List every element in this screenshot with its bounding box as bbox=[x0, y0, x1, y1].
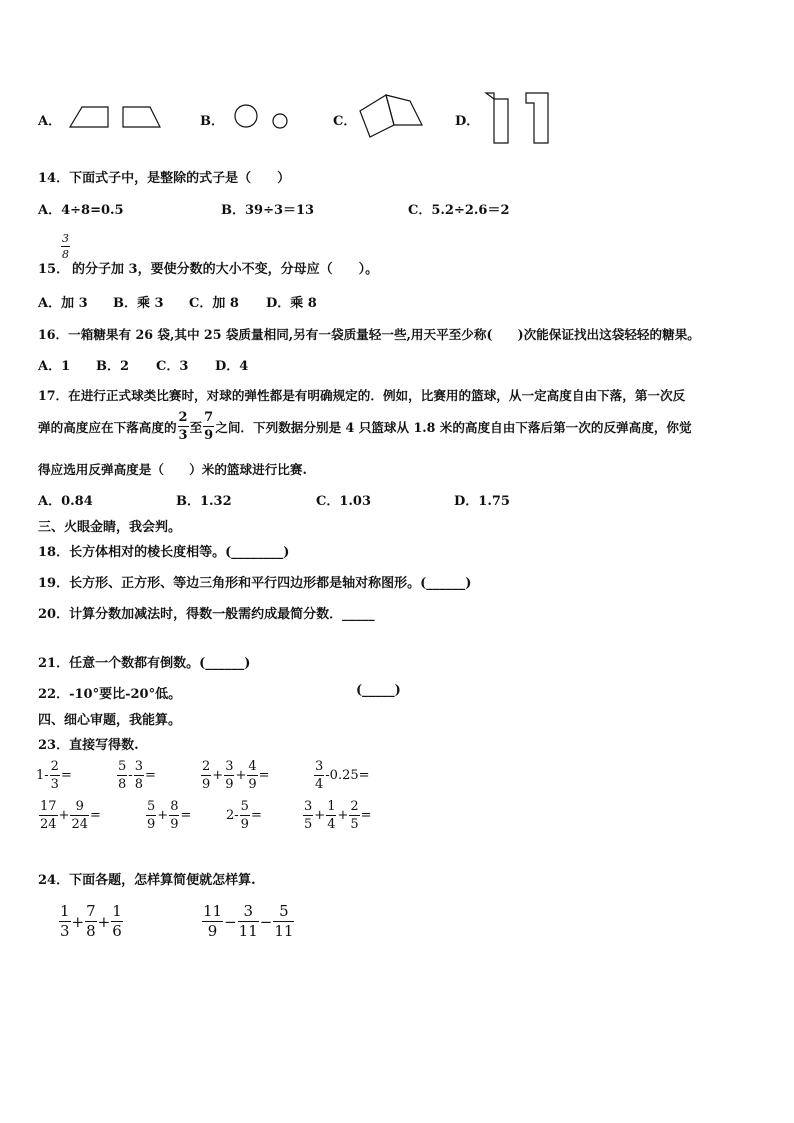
q23-expr-5: $\frac{17}{24}$ + $\frac{9}{24}$ = bbox=[40, 799, 101, 832]
q14-option-b: B．39÷3＝13 bbox=[221, 203, 315, 218]
q15-fraction: $\frac{3}{8}$ bbox=[62, 232, 69, 261]
q16-option-a: A．1 bbox=[38, 359, 71, 374]
q14-stem: 14．下面式子中，是整除的式子是（ ） bbox=[38, 171, 291, 186]
fraction-7-9: $\frac{7}{9}$ bbox=[204, 410, 214, 443]
option-a-label: A． bbox=[38, 114, 62, 129]
q23-expr-1: 1- $\frac{2}{3}$ = bbox=[36, 759, 72, 792]
q15-stem: 的分子加 3，要使分数的大小不变，分母应（ ）。 bbox=[72, 262, 379, 277]
q17-option-b: B．1.32 bbox=[176, 494, 232, 509]
option-c-label: C． bbox=[333, 114, 357, 129]
q23-expr-8: $\frac{3}{5}$ + $\frac{1}{4}$ + $\frac{2}{5}$ = bbox=[304, 799, 372, 832]
q16-stem: 16．一箱糖果有 26 袋,其中 25 袋质量相同,另有一袋质量轻一些,用天平至少称( )次能保证找出这袋轻轻的糖果。 bbox=[38, 327, 700, 342]
q24-title: 24．下面各题，怎样算简便就怎样算. bbox=[38, 873, 256, 888]
q24-expr-a: $\frac{1}{3}$ + $\frac{7}{8}$ + $\frac{1}{6}$ bbox=[60, 902, 122, 940]
q15-option-c: C．加 8 bbox=[189, 296, 239, 311]
q14-option-a: A．4÷8=0.5 bbox=[38, 203, 124, 218]
q16-option-b: B．2 bbox=[96, 359, 130, 374]
section4-title: 四、细心审题，我能算。 bbox=[38, 713, 182, 728]
q23-expr-4: $\frac{3}{4}$ -0.25= bbox=[315, 759, 370, 792]
q17-line3: 得应选用反弹高度是（ ）米的篮球进行比赛. bbox=[38, 462, 307, 477]
q16-option-c: C．3 bbox=[156, 359, 189, 374]
parallelogram-figures-icon bbox=[358, 93, 426, 141]
trapezoids-icon bbox=[68, 105, 168, 131]
q18-statement: 18．长方体相对的棱长度相等。(________) bbox=[38, 545, 290, 560]
q17-line1: 17．在进行正式球类比赛时，对球的弹性都是有明确规定的．例如，比赛用的篮球，从一定高度自由下落，第一次反 bbox=[38, 388, 686, 403]
q20-statement: 20．计算分数加减法时，得数一般需约成最简分数．_____ bbox=[38, 607, 375, 622]
circles-icon bbox=[232, 102, 292, 132]
q15-number: 15． bbox=[38, 262, 70, 277]
q22-statement: 22．-10°要比-20°低。 bbox=[38, 687, 182, 702]
l-bars-icon bbox=[484, 91, 554, 147]
q23-expr-2: $\frac{5}{8}$ - $\frac{3}{8}$ = bbox=[118, 759, 156, 792]
q17-option-c: C．1.03 bbox=[316, 494, 372, 509]
q15-option-a: A．加 3 bbox=[38, 296, 88, 311]
section3-title: 三、火眼金睛，我会判。 bbox=[38, 520, 182, 535]
q14-option-c: C．5.2÷2.6＝2 bbox=[408, 203, 510, 218]
q21-statement: 21．任意一个数都有倒数。(______) bbox=[38, 656, 251, 671]
q16-option-d: D．4 bbox=[215, 359, 249, 374]
q17-option-a: A．0.84 bbox=[38, 494, 93, 509]
q23-title: 23．直接写得数. bbox=[38, 738, 139, 753]
q24-expr-b: $\frac{11}{9}$ − $\frac{3}{11}$ − $\frac{5}{11}$ bbox=[203, 902, 294, 940]
q17-option-d: D．1.75 bbox=[454, 494, 510, 509]
fraction-2-3: $\frac{2}{3}$ bbox=[178, 410, 188, 443]
q15-option-b: B．乘 3 bbox=[113, 296, 164, 311]
q23-expr-3: $\frac{2}{9}$ + $\frac{3}{9}$ + $\frac{4}{9}$ = bbox=[202, 759, 270, 792]
q17-line2: 弹的高度应在下落高度的 $\frac{2}{3}$ 至 $\frac{7}{9}$ 之间．下列数据分别是 4 只篮球从 1.8 米的高度自由下落后第一次的反弹高度，你觉 bbox=[38, 410, 692, 443]
q22-answer-blank[interactable]: (_____) bbox=[356, 683, 401, 698]
q23-expr-6: $\frac{5}{9}$ + $\frac{8}{9}$ = bbox=[147, 799, 192, 832]
option-d-label: D． bbox=[455, 114, 480, 129]
q15-option-d: D．乘 8 bbox=[266, 296, 317, 311]
q19-statement: 19．长方形、正方形、等边三角形和平行四边形都是轴对称图形。(______) bbox=[38, 576, 472, 591]
q23-expr-7: 2- $\frac{5}{9}$ = bbox=[226, 799, 262, 832]
option-b-label: B． bbox=[200, 114, 224, 129]
